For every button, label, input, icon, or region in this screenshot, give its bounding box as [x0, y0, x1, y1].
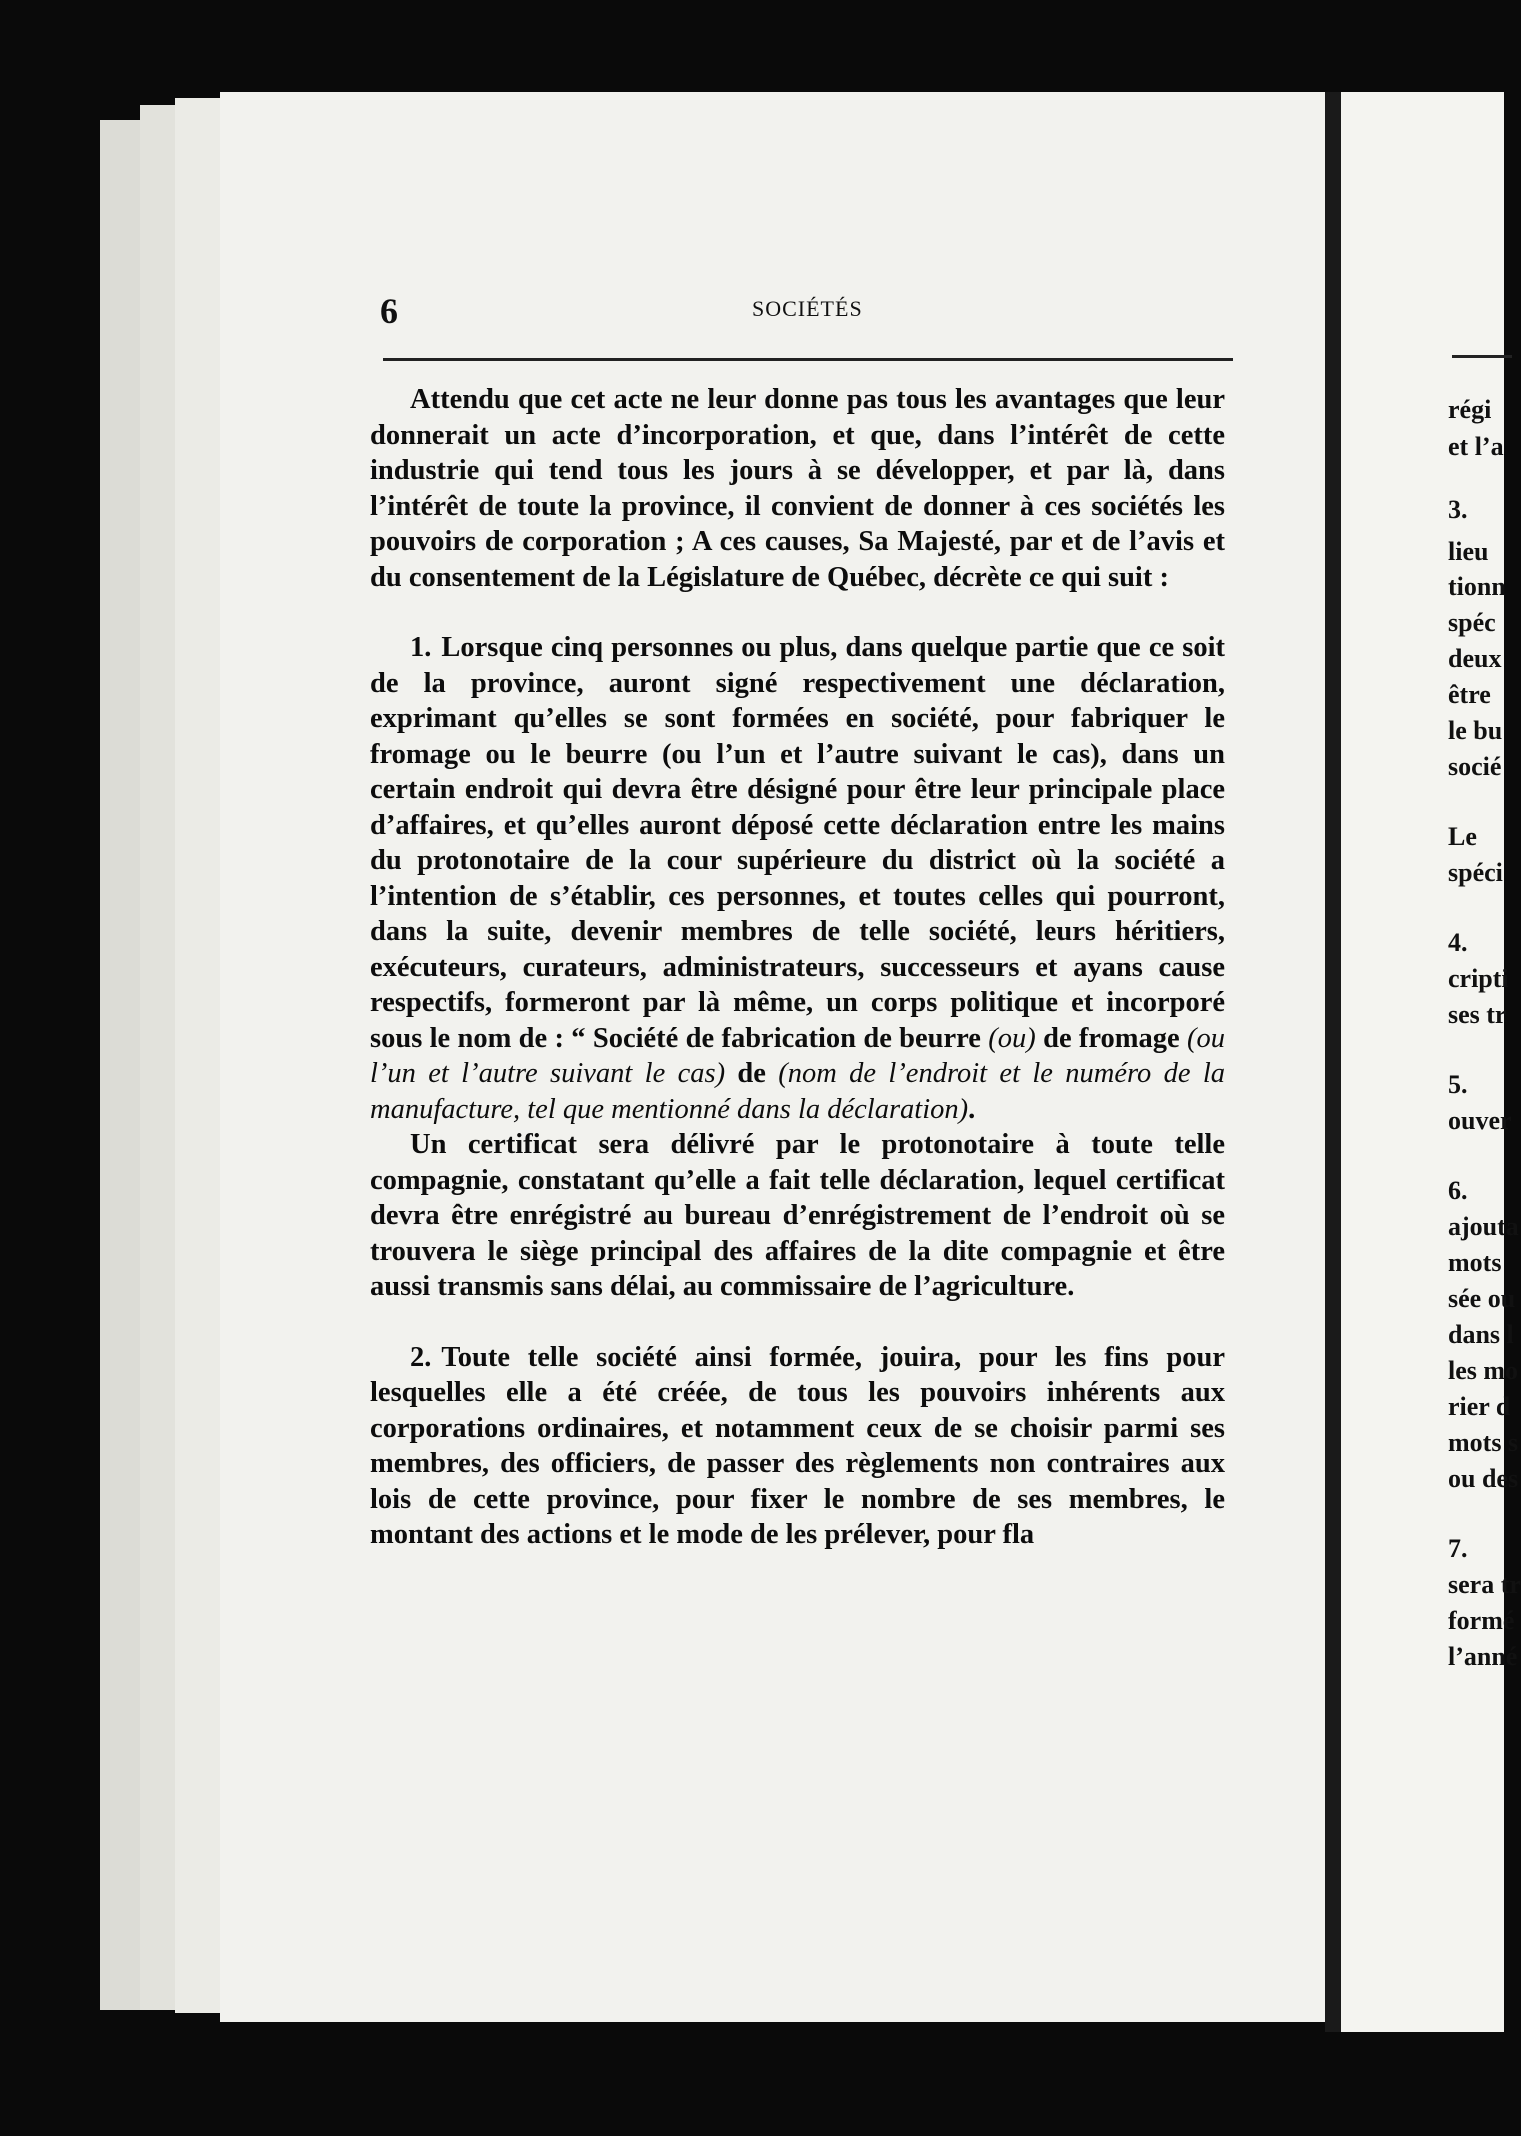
facing-page-fragment: 3.: [1448, 495, 1468, 524]
facing-page-fragment: 4.: [1448, 928, 1468, 957]
facing-page-fragment: spéci: [1448, 858, 1503, 887]
article-1-italic: (ou): [988, 1022, 1036, 1054]
facing-page-fragment: être: [1448, 680, 1491, 709]
facing-page-fragment: le bu: [1448, 716, 1503, 745]
article-1-text: Lorsque cinq personnes ou plus, dans quelque partie que ce soit de la province, auront signé respectivement une déclaration, exprimant qu’elles se sont formées en société, pour fabriquer le fromage ou le beurre (ou l’un et l’autre suivant le cas), dans un certain endroit qui devra être désigné pour être leur principale place d’affaires, et qu’elles auront déposé cette déclaration entre les mains du protonotaire de la cour supérieure du district où la société a l’intention de s’établir, ces personnes, et toutes celles qui pourront, dans la suite, devenir membres de telle société, leurs héritiers, exécuteurs, curateurs, administrateurs, successeurs et ayans cause respectifs, formeront par là même, un corps politique et incorporé sous le nom de : “ Société de fabrication de beurre: [370, 632, 1225, 1054]
header-rule: [383, 358, 1233, 361]
facing-page-fragment: ouver: [1448, 1106, 1512, 1135]
facing-page-fragment: sée ou: [1448, 1284, 1516, 1313]
article-2-paragraph: [370, 1340, 1225, 1553]
facing-page-fragment: les mo: [1448, 1356, 1519, 1385]
preamble-paragraph: Attendu que cet acte ne leur donne pas tous les avantages que leur donnerait un acte d’incorporation, et que, dans l’intérêt de cette industrie qui tend tous les jours à se développer, et par là, dans l’intérêt de toute la province, il convient de donner à ces sociétés les pouvoirs de corporation ; A ces causes, Sa Majesté, par et de l’avis et du consentement de la Législature de Québec, décrète ce qui suit :: [370, 384, 1225, 593]
facing-page-fragment: sera tr: [1448, 1570, 1521, 1599]
facing-page-fragment: deux: [1448, 644, 1502, 673]
facing-page-fragment: l’anné: [1448, 1642, 1518, 1671]
facing-page-fragment: tionn: [1448, 572, 1506, 601]
article-2-text: Toute telle société ainsi formée, jouira, pour les fins pour lesquelles elle a été créée, de tous les pouvoirs inhérents aux corporations ordinaires, et notamment ceux de se choisir parmi ses membres, des officiers, de passer des règlements non contraires aux lois de cette province, pour fixer le nombre de ses membres, le montant des actions et le mode de les prélever, pour fla: [370, 1341, 1225, 1550]
running-title: SOCIÉTÉS: [752, 296, 863, 321]
facing-page-fragment: et l’a: [1448, 432, 1504, 461]
article-1-italic: (nom de l’endroit et le numéro de la manufacture, tel que mentionné dans la déclaration): [370, 1058, 1225, 1125]
facing-page-fragment: mots: [1448, 1248, 1502, 1277]
facing-page-fragment: ou des: [1448, 1464, 1519, 1493]
facing-page-fragment: régi: [1448, 395, 1492, 424]
facing-page-fragment: spéc: [1448, 608, 1496, 637]
facing-page-fragment: 7.: [1448, 1534, 1468, 1563]
article-1-text: de fromage: [1043, 1022, 1180, 1054]
right-page: [1341, 92, 1507, 2032]
page-edge-stack: [175, 98, 222, 2013]
facing-page-fragment: lieu: [1448, 537, 1489, 566]
facing-page-fragment: dans l: [1448, 1320, 1514, 1349]
page-number: 6: [380, 291, 398, 331]
facing-page-rule: [1452, 355, 1512, 358]
article-number: 1.: [410, 632, 432, 663]
facing-page-fragment: ses tr: [1448, 1000, 1507, 1029]
book-gutter: [1325, 92, 1341, 2032]
facing-page-fragment: cripti: [1448, 964, 1509, 993]
facing-page-fragment: rier d: [1448, 1392, 1511, 1421]
article-1-italic: (ou l’un et l’autre suivant le cas): [370, 1022, 1226, 1089]
page-header: [380, 290, 1235, 350]
article-number: 2.: [410, 1341, 432, 1373]
facing-page-fragment: 6.: [1448, 1176, 1468, 1205]
certificate-paragraph: Un certificat sera délivré par le protonotaire à toute telle compagnie, constatant qu’elle a fait telle déclaration, lequel certificat devra être enrégistré au bureau d’enrégistrement de l’endroit où se trouvera le siège principal des affaires de la dite compagnie et être aussi transmis sans délai, au commissaire de l’agriculture.: [370, 1129, 1225, 1302]
facing-page-fragment: formé: [1448, 1606, 1515, 1635]
article-1-text: .: [968, 1093, 976, 1125]
article-1-paragraph: [370, 630, 1225, 1127]
article-1-text: de: [737, 1058, 766, 1089]
page-body: [370, 382, 1225, 1553]
facing-page-fragment: mots s: [1448, 1428, 1519, 1457]
facing-page-fragment: ajouta: [1448, 1212, 1519, 1241]
facing-page-fragment: socié: [1448, 752, 1502, 781]
facing-page-fragment: Le: [1448, 822, 1477, 851]
facing-page-fragment: 5.: [1448, 1070, 1468, 1099]
